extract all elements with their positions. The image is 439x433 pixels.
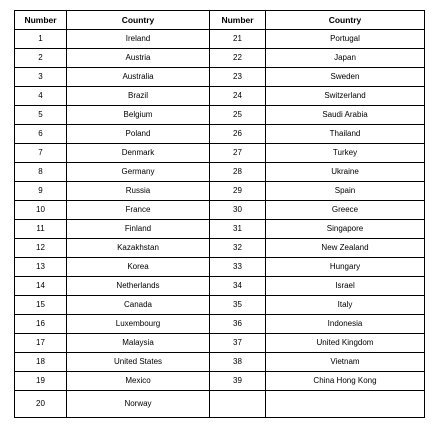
number-cell: 21	[210, 30, 266, 49]
number-cell: 22	[210, 49, 266, 68]
country-cell: Sweden	[266, 68, 425, 87]
number-cell: 7	[15, 144, 67, 163]
country-number-table	[14, 10, 425, 418]
number-cell: 31	[210, 220, 266, 239]
number-cell: 20	[15, 391, 67, 418]
table-row	[15, 353, 425, 372]
number-cell	[210, 391, 266, 418]
header-country-left: Country	[67, 11, 210, 30]
country-cell: Italy	[266, 296, 425, 315]
number-cell: 14	[15, 277, 67, 296]
number-cell: 36	[210, 315, 266, 334]
country-cell: Switzerland	[266, 87, 425, 106]
country-cell: Finland	[67, 220, 210, 239]
country-cell: Japan	[266, 49, 425, 68]
number-cell: 9	[15, 182, 67, 201]
number-cell: 18	[15, 353, 67, 372]
header-row	[15, 11, 425, 30]
country-cell: Russia	[67, 182, 210, 201]
number-cell: 3	[15, 68, 67, 87]
number-cell: 2	[15, 49, 67, 68]
number-cell: 28	[210, 163, 266, 182]
table-row	[15, 30, 425, 49]
table-row	[15, 49, 425, 68]
table-row	[15, 315, 425, 334]
number-cell: 33	[210, 258, 266, 277]
table-row	[15, 68, 425, 87]
number-cell: 15	[15, 296, 67, 315]
country-cell: Australia	[67, 68, 210, 87]
country-cell: New Zealand	[266, 239, 425, 258]
country-cell: Germany	[67, 163, 210, 182]
number-cell: 4	[15, 87, 67, 106]
number-cell: 25	[210, 106, 266, 125]
table-row	[15, 258, 425, 277]
country-cell: United States	[67, 353, 210, 372]
table-row	[15, 296, 425, 315]
table-row	[15, 391, 425, 418]
table-row	[15, 334, 425, 353]
country-cell: Norway	[67, 391, 210, 418]
country-cell: Indonesia	[266, 315, 425, 334]
country-cell: Israel	[266, 277, 425, 296]
number-cell: 8	[15, 163, 67, 182]
country-cell: Mexico	[67, 372, 210, 391]
country-cell: Ukraine	[266, 163, 425, 182]
table-row	[15, 277, 425, 296]
number-cell: 5	[15, 106, 67, 125]
country-cell: Singapore	[266, 220, 425, 239]
table-row	[15, 201, 425, 220]
table-row	[15, 220, 425, 239]
number-cell: 29	[210, 182, 266, 201]
number-cell: 17	[15, 334, 67, 353]
number-cell: 35	[210, 296, 266, 315]
country-cell: Korea	[67, 258, 210, 277]
table-row	[15, 372, 425, 391]
country-cell: Netherlands	[67, 277, 210, 296]
number-cell: 13	[15, 258, 67, 277]
country-cell: Malaysia	[67, 334, 210, 353]
number-cell: 24	[210, 87, 266, 106]
table-row	[15, 106, 425, 125]
country-cell: Thailand	[266, 125, 425, 144]
country-cell: France	[67, 201, 210, 220]
country-cell: Turkey	[266, 144, 425, 163]
country-cell: Denmark	[67, 144, 210, 163]
table-row	[15, 239, 425, 258]
header-number-right: Number	[210, 11, 266, 30]
number-cell: 34	[210, 277, 266, 296]
country-cell: China Hong Kong	[266, 372, 425, 391]
country-cell: United Kingdom	[266, 334, 425, 353]
number-cell: 32	[210, 239, 266, 258]
country-cell: Kazakhstan	[67, 239, 210, 258]
number-cell: 37	[210, 334, 266, 353]
number-cell: 10	[15, 201, 67, 220]
header-country-right: Country	[266, 11, 425, 30]
country-cell: Belgium	[67, 106, 210, 125]
table-row	[15, 182, 425, 201]
country-cell: Vietnam	[266, 353, 425, 372]
number-cell: 19	[15, 372, 67, 391]
country-cell: Canada	[67, 296, 210, 315]
header-number-left: Number	[15, 11, 67, 30]
table-row	[15, 144, 425, 163]
country-cell: Ireland	[67, 30, 210, 49]
country-cell: Poland	[67, 125, 210, 144]
number-cell: 38	[210, 353, 266, 372]
country-cell: Brazil	[67, 87, 210, 106]
table-body	[15, 30, 425, 418]
number-cell: 23	[210, 68, 266, 87]
country-cell: Portugal	[266, 30, 425, 49]
number-cell: 11	[15, 220, 67, 239]
number-cell: 27	[210, 144, 266, 163]
number-cell: 26	[210, 125, 266, 144]
country-cell	[266, 391, 425, 418]
table-row	[15, 163, 425, 182]
number-cell: 6	[15, 125, 67, 144]
number-cell: 12	[15, 239, 67, 258]
country-cell: Spain	[266, 182, 425, 201]
country-cell: Austria	[67, 49, 210, 68]
number-cell: 30	[210, 201, 266, 220]
number-cell: 39	[210, 372, 266, 391]
country-cell: Hungary	[266, 258, 425, 277]
country-cell: Greece	[266, 201, 425, 220]
table-row	[15, 125, 425, 144]
number-cell: 1	[15, 30, 67, 49]
number-cell: 16	[15, 315, 67, 334]
country-cell: Luxembourg	[67, 315, 210, 334]
country-cell: Saudi Arabia	[266, 106, 425, 125]
table-row	[15, 87, 425, 106]
